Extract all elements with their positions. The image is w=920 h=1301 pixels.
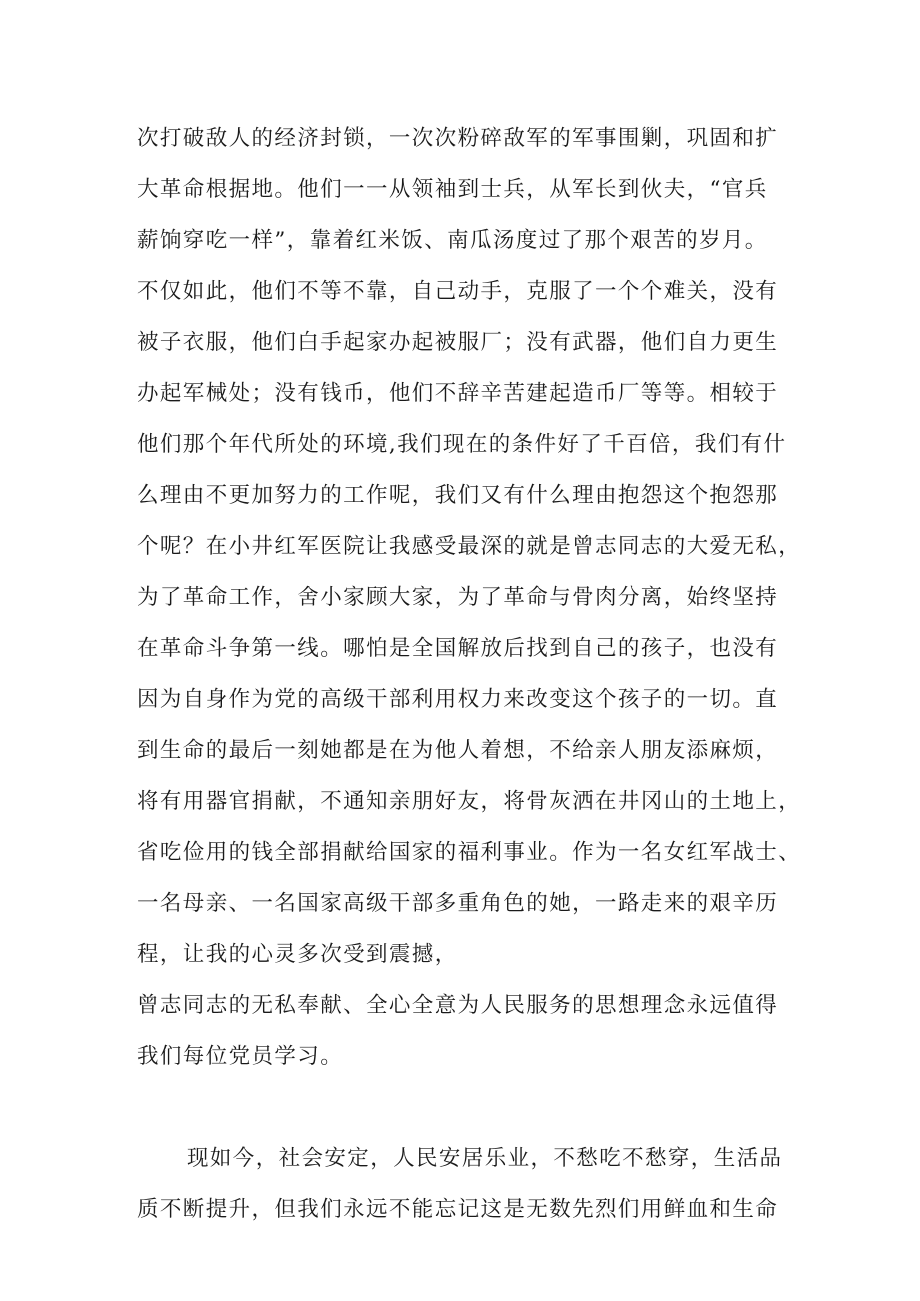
paragraph-1-line-1: 次打破敌人的经济封锁，一次次粉碎敌军的军事围剿，巩固和扩 [137,126,779,151]
paragraph-1-line-17: 程，让我的心灵多次受到震撼， [137,942,458,967]
paragraph-1-line-10: 为了革命工作，舍小家顾大家，为了革命与骨肉分离，始终坚持 [137,585,779,610]
paragraph-1-line-9: 个呢？在小井红军医院让我感受最深的就是曾志同志的大爱无私， [137,534,802,559]
paragraph-1-line-13: 到生命的最后一刻她都是在为他人着想，不给亲人朋友添麻烦， [137,738,779,763]
paragraph-1-line-5: 被子衣服，他们白手起家办起被服厂；没有武器，他们自力更生 [137,330,779,355]
paragraph-1-line-6: 办起军械处；没有钱币，他们不辞辛苦建起造币厂等等。相较于 [137,381,779,406]
paragraph-1-line-7: 他们那个年代所处的环境,我们现在的条件好了千百倍，我们有什 [137,432,787,457]
paragraph-3-line-1: 现如今，社会安定，人民安居乐业，不愁吃不愁穿，生活品 [187,1146,783,1171]
paragraph-1-line-11: 在革命斗争第一线。哪怕是全国解放后找到自己的孩子，也没有 [137,636,779,661]
paragraph-1-line-3: 薪饷穿吃一样”，靠着红米饭、南瓜汤度过了那个艰苦的岁月。 [137,228,768,253]
paragraph-1-line-16: 一名母亲、一名国家高级干部多重角色的她，一路走来的艰辛历 [137,891,779,916]
paragraph-1-line-2: 大革命根据地。他们一一从领袖到士兵，从军长到伙夫，“官兵 [137,177,768,202]
paragraph-1-line-15: 省吃俭用的钱全部捐献给国家的福利事业。作为一名女红军战士、 [137,840,802,865]
paragraph-2-line-2: 我们每位党员学习。 [137,1044,344,1069]
paragraph-1-line-8: 么理由不更加努力的工作呢，我们又有什么理由抱怨这个抱怨那 [137,483,779,508]
paragraph-3-line-2: 质不断提升，但我们永远不能忘记这是无数先烈们用鲜血和生命 [137,1197,779,1222]
paragraph-1-line-4: 不仅如此，他们不等不靠，自己动手，克服了一个个难关，没有 [137,279,779,304]
paragraph-2-line-1: 曾志同志的无私奉献、全心全意为人民服务的思想理念永远值得 [137,993,779,1018]
paragraph-1-line-12: 因为自身作为党的高级干部利用权力来改变这个孩子的一切。直 [137,687,779,712]
paragraph-1-line-14: 将有用器官捐献，不通知亲朋好友，将骨灰洒在井冈山的土地上， [137,789,802,814]
